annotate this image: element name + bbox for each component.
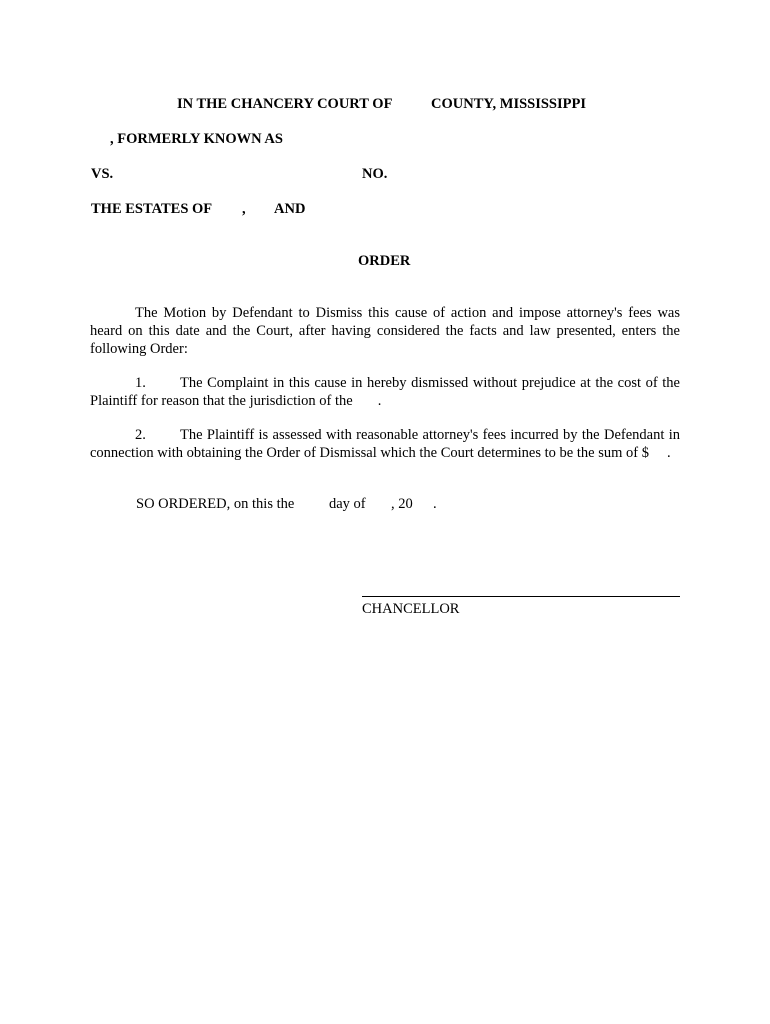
item-2-number: 2.: [135, 427, 146, 443]
so-ordered-prefix: SO ORDERED, on this the: [136, 496, 295, 512]
signature-label: CHANCELLOR: [362, 601, 460, 617]
estates-label: THE ESTATES OF: [91, 201, 213, 217]
party-formerly-known-as: , FORMERLY KNOWN AS: [110, 131, 283, 147]
intro-text: The Motion by Defendant to Dismiss this cause of action and impose attorney's fees was heard on this date and the Court, after having considered the facts and law presented, enters the following Order:: [90, 305, 680, 357]
estates-comma: ,: [242, 201, 246, 217]
versus-label: VS.: [91, 166, 114, 182]
so-ordered-day: day of: [329, 496, 366, 512]
so-ordered-year: , 20: [391, 496, 413, 512]
case-number-label: NO.: [362, 166, 388, 182]
item-1-end: .: [377, 393, 382, 409]
item-2-text: The Plaintiff is assessed with reasonable attorney's fees incurred by the Defendant in connection with obtaining the Order of Dismissal which the Court determines to be the sum of $: [90, 427, 680, 461]
estates-and: AND: [274, 201, 306, 217]
court-name-suffix: COUNTY, MISSISSIPPI: [431, 96, 586, 112]
item-2-end: .: [666, 445, 671, 461]
intro-paragraph: [90, 304, 680, 358]
order-item-2: [90, 426, 680, 462]
so-ordered-end: .: [433, 496, 437, 512]
item-1-text: The Complaint in this cause in hereby dismissed without prejudice at the cost of the Plaintiff for reason that the jurisdiction of the: [90, 375, 680, 409]
court-name-prefix: IN THE CHANCERY COURT OF: [177, 96, 393, 112]
document-title: ORDER: [358, 253, 411, 269]
signature-line: [362, 596, 680, 597]
order-item-1: [90, 374, 680, 410]
item-1-number: 1.: [135, 375, 146, 391]
